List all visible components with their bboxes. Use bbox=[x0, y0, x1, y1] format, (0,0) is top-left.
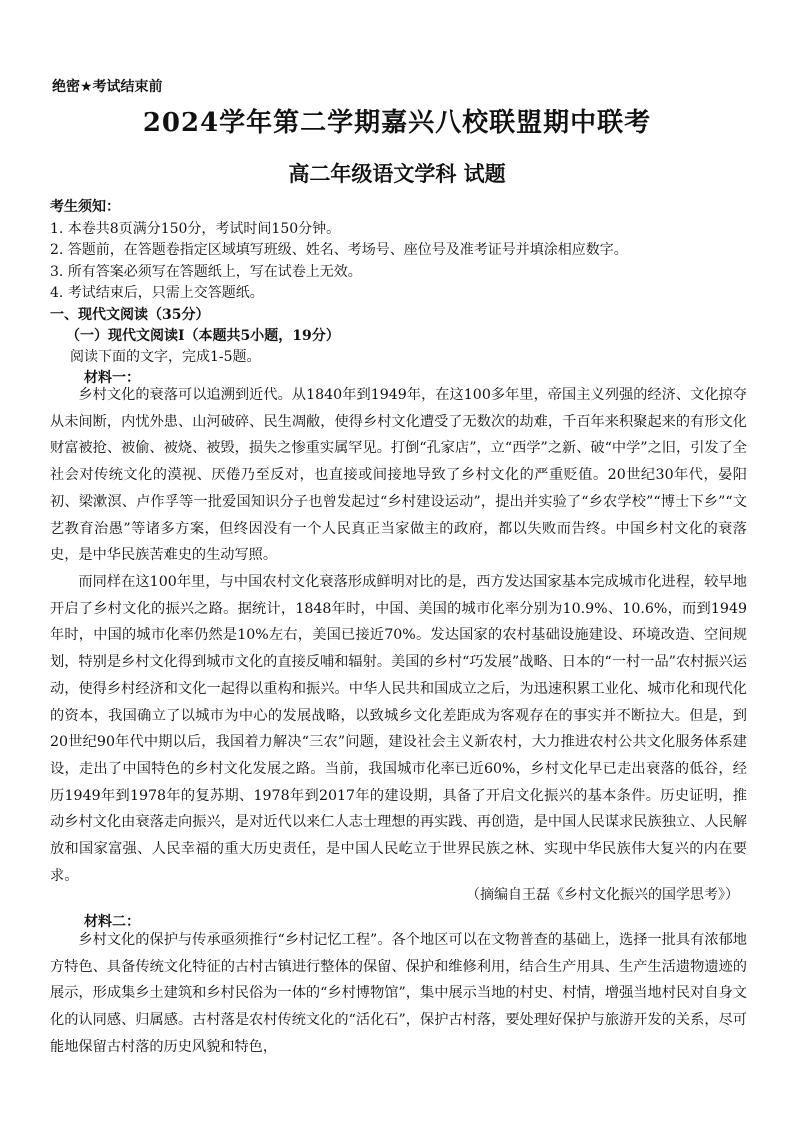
material-one-label: 材料一： bbox=[84, 370, 140, 386]
exam-title: 2024学年第二学期嘉兴八校联盟期中联考 bbox=[142, 108, 652, 138]
notice-item: 1. 本卷共8页满分150分，考试时间150分钟。 bbox=[50, 221, 341, 237]
material-one-source: （摘编自王磊《乡村文化振兴的国学思考》） bbox=[466, 887, 739, 903]
section-subtitle: （一）现代文阅读Ⅰ（本题共5小题，19分） bbox=[66, 328, 340, 344]
notice-heading: 考生须知： bbox=[50, 199, 120, 215]
material-two-paragraph-1: 乡村文化的保护与传承亟须推行“乡村记忆工程”。各个地区可以在文物普查的基础上，选择一批具有浓郁地方特色、具备传统文化特征的古村古镇进行整体的保留、保护和维修利用，结合生产用具、生产生活遗物遗迹的展示，形成集乡土建筑和乡村民俗为一体的“乡村博物馆”，集中展示当地的村史、村情，增强当地村民对自身文化的认同感、归属感。古村落是农村传统文化的“活化石”，保护古村落，要处理好保护与旅游开发的关系，尽可能地保留古村落的历史风貌和特色， bbox=[50, 932, 747, 1055]
notice-item: 3. 所有答案必须写在答题纸上，写在试卷上无效。 bbox=[50, 264, 362, 280]
notice-item: 4. 考试结束后，只需上交答题纸。 bbox=[50, 285, 264, 301]
reading-instruction: 阅读下面的文字，完成1-5题。 bbox=[70, 349, 261, 365]
material-one-paragraph-1: 乡村文化的衰落可以追溯到近代。从1840年到1949年，在这100多年里，帝国主义列强的经济、文化掠夺从未间断，内忧外患、山河破碎、民生凋敝，使得乡村文化遭受了无数次的劫难，千百年来积聚起来的有形文化财富被抢、被偷、被烧、被毁，损失之惨重实属罕见。打倒“孔家店”，立“西学”之新、破“中学”之旧，引发了全社会对传统文化的漠视、厌倦乃至反对，也直接或间接地导致了乡村文化的严重贬值。20世纪30年代，晏阳初、梁漱溟、卢作孚等一批爱国知识分子也曾发起过“乡村建设运动”，提出并实验了“乡农学校”“博士下乡”“文艺教育治愚”等诸多方案，但终因没有一个人民真正当家做主的政府，都以失败而告终。中国乡村文化的衰落史，是中华民族苦难史的生动写照。 bbox=[50, 387, 747, 564]
material-one-paragraph-2: 而同样在这100年里，与中国农村文化衰落形成鲜明对比的是，西方发达国家基本完成城市化进程，较早地开启了乡村文化的振兴之路。据统计，1848年时，中国、美国的城市化率分别为10.9%、10.6%，而到1949年时，中国的城市化率仍然是10%左右，美国已接近70%。发达国家的农村基础设施建设、环境改造、空间规划，特别是乡村文化得到城市文化的直接反哺和辐射。美国的乡村“巧发展”战略、日本的“一村一品”农村振兴运动，使得乡村经济和文化一起得以重构和振兴。中华人民共和国成立之后，为迅速积累工业化、城市化和现代化的资本，我国确立了以城市为中心的发展战略，以致城乡文化差距成为客观存在的事实并不断拉大。但是，到20世纪90年代中期以后，我国着力解决“三农”问题，建设社会主义新农村，大力推进农村公共文化服务体系建设，走出了中国特色的乡村文化发展之路。当前，我国城市化率已近60%，乡村文化早已走出衰落的低谷，经历1949年到1978年的复苏期、1978年到2017年的建设期，具备了开启文化振兴的基本条件。历史证明，推动乡村文化由衰落走向振兴，是对近代以来仁人志士理想的再实践、再创造，是中国人民谋求民族独立、人民解放和国家富强、人民幸福的重大历史责任，是中国人民屹立于世界民族之林、实现中华民族伟大复兴的内在要求。 bbox=[50, 574, 747, 884]
exam-subtitle: 高二年级语文学科 试题 bbox=[288, 161, 506, 186]
material-two-label: 材料二： bbox=[84, 914, 140, 930]
section-title: 一、现代文阅读（35分） bbox=[50, 307, 210, 323]
confidential-label: 绝密★考试结束前 bbox=[52, 79, 163, 95]
notice-item: 2. 答题前，在答题卷指定区域填写班级、姓名、考场号、座位号及准考证号并填涂相应数字。 bbox=[50, 242, 628, 258]
